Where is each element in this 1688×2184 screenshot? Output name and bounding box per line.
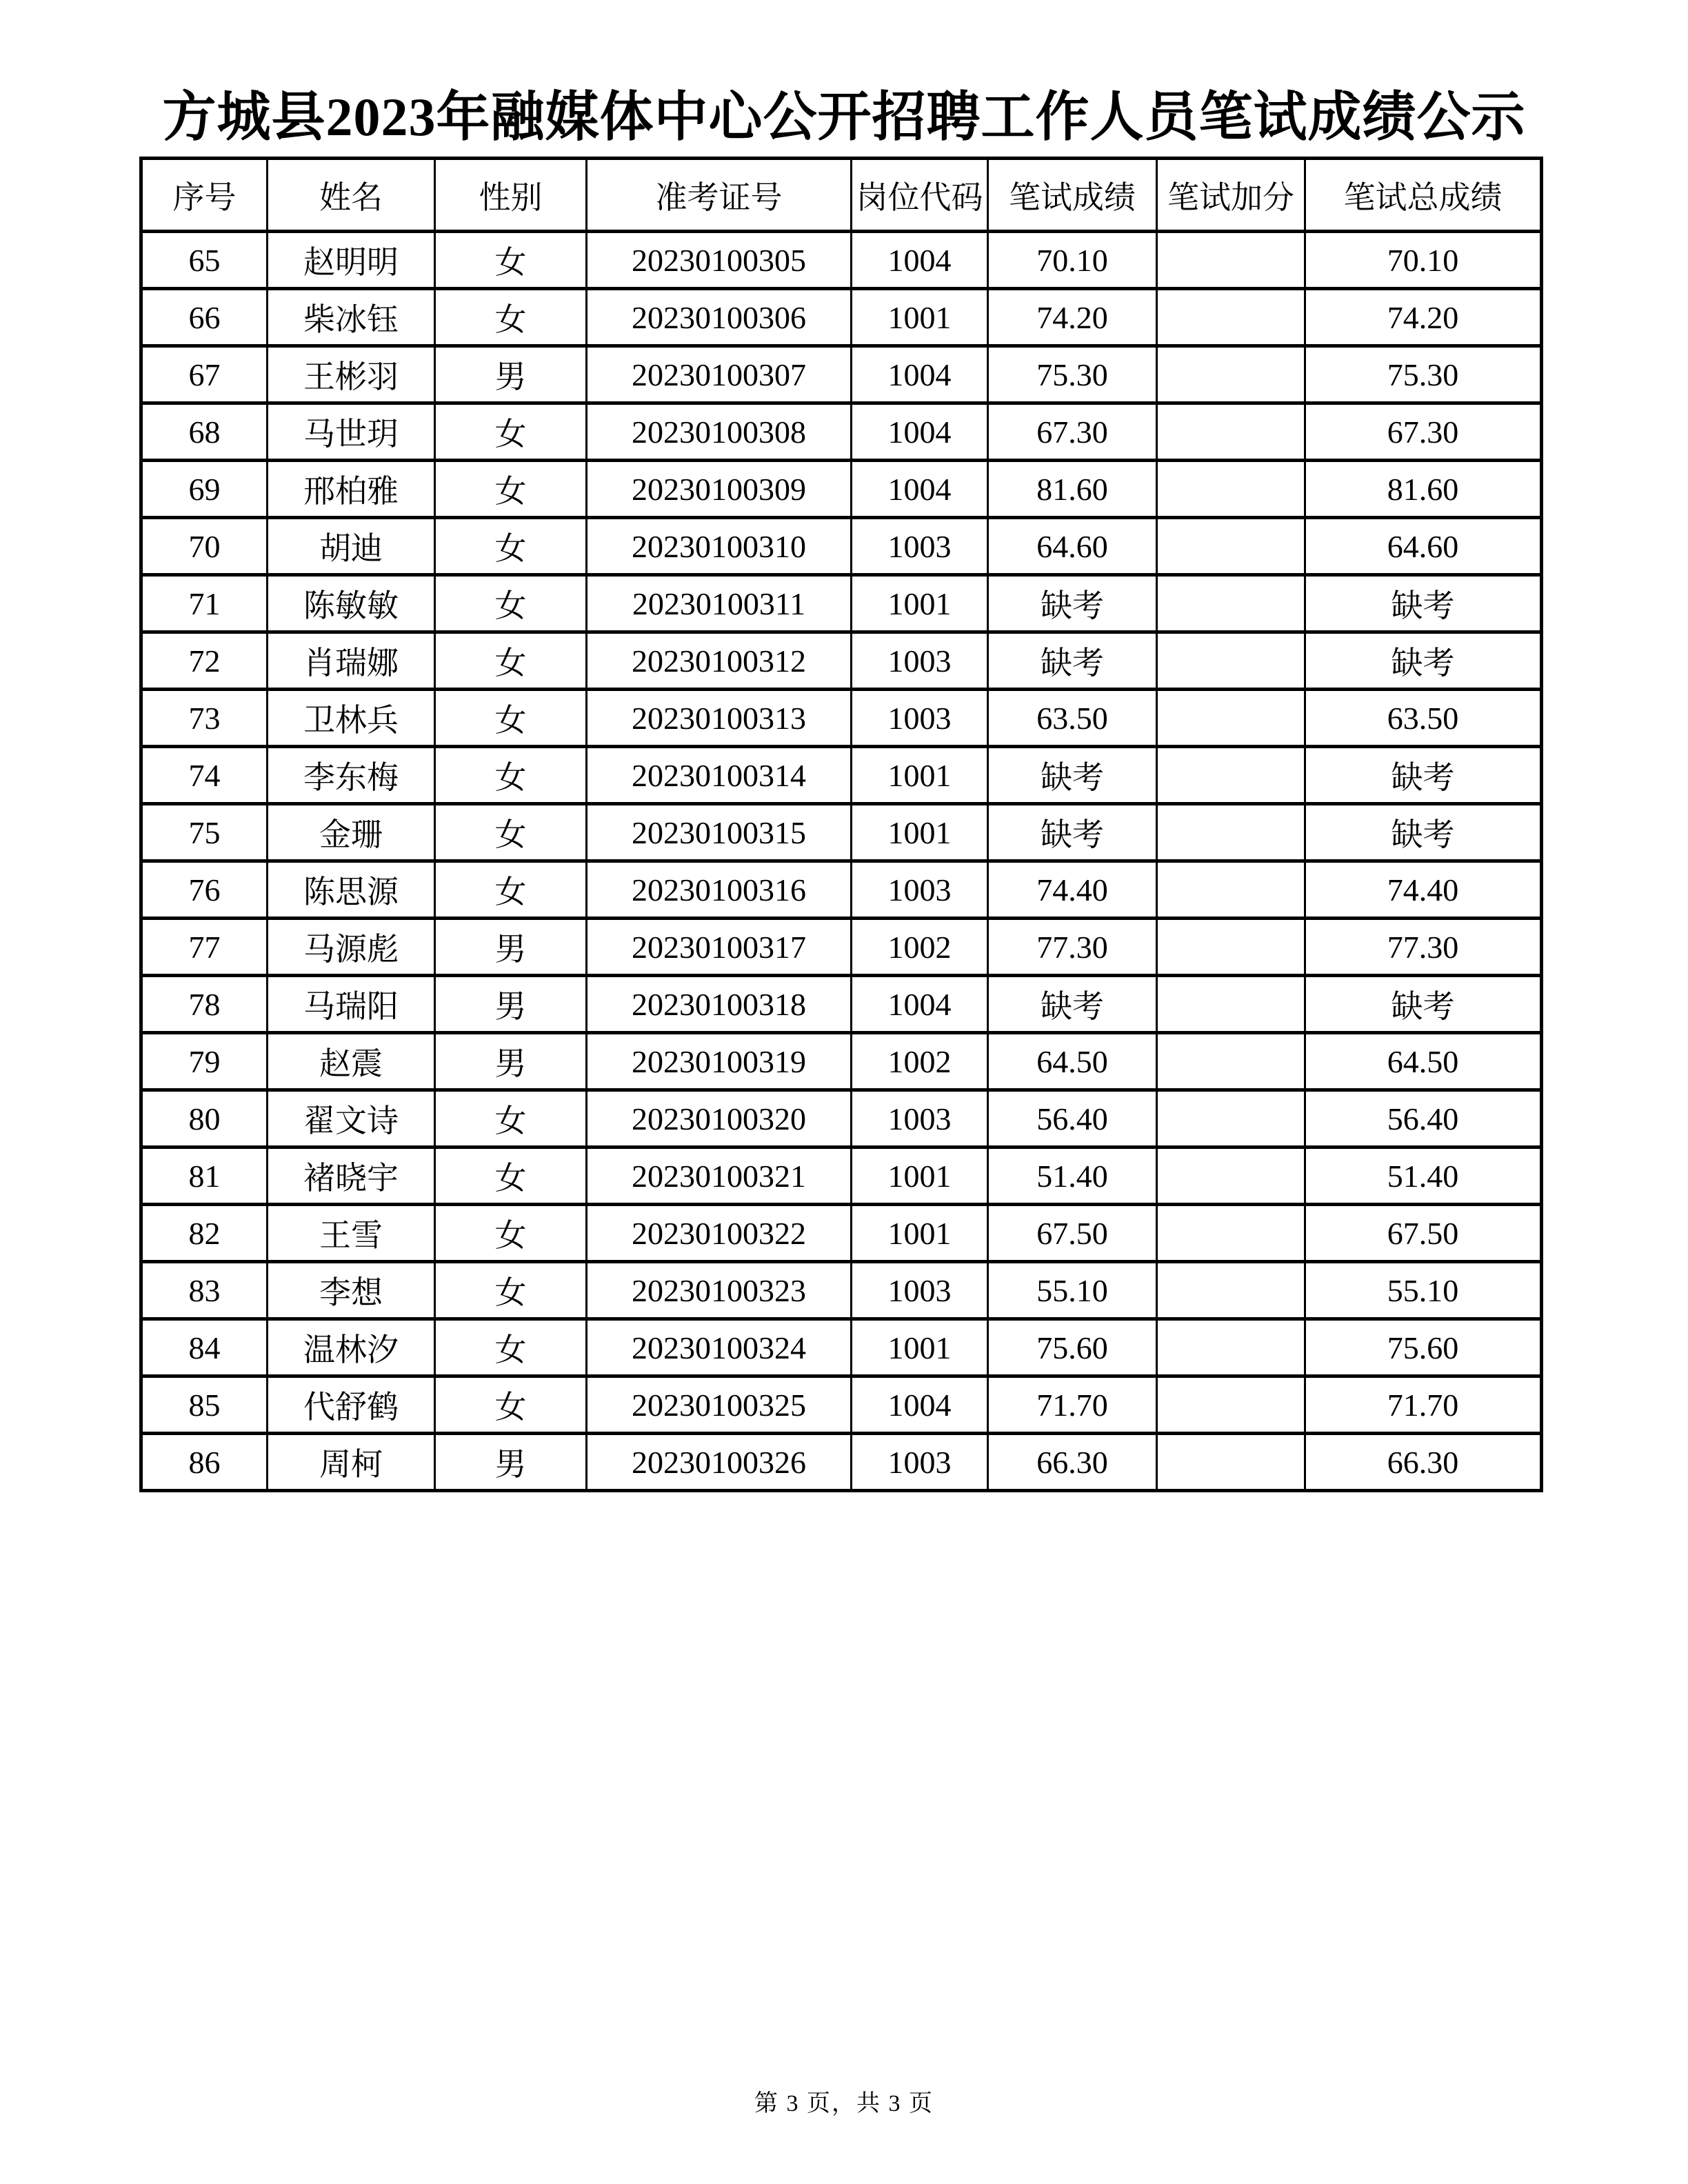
cell-index: 73 [141, 690, 268, 747]
cell-gender: 女 [435, 861, 587, 919]
page-footer: 第 3 页，共 3 页 [754, 2091, 934, 2116]
cell-exam-id: 20230100326 [587, 1434, 852, 1491]
cell-gender: 男 [435, 919, 587, 976]
cell-total-score: 70.10 [1305, 232, 1542, 289]
cell-total-score: 75.60 [1305, 1319, 1542, 1376]
cell-index: 69 [141, 461, 268, 518]
table-row [141, 1376, 1542, 1434]
cell-index: 67 [141, 346, 268, 403]
table-row [141, 1434, 1542, 1491]
cell-gender: 女 [435, 232, 587, 289]
cell-index: 78 [141, 976, 268, 1033]
cell-gender: 女 [435, 1148, 587, 1205]
cell-written-score: 55.10 [988, 1262, 1157, 1319]
column-header-exam-id: 准考证号 [587, 159, 852, 232]
cell-name: 肖瑞娜 [268, 632, 435, 690]
cell-bonus [1157, 1319, 1305, 1376]
cell-index: 81 [141, 1148, 268, 1205]
cell-written-score: 70.10 [988, 232, 1157, 289]
cell-bonus [1157, 346, 1305, 403]
cell-name: 邢柏雅 [268, 461, 435, 518]
table-row [141, 690, 1542, 747]
cell-position-code: 1004 [852, 403, 988, 461]
cell-exam-id: 20230100324 [587, 1319, 852, 1376]
results-table-header [141, 159, 1542, 232]
cell-gender: 女 [435, 289, 587, 346]
cell-exam-id: 20230100307 [587, 346, 852, 403]
cell-position-code: 1001 [852, 1205, 988, 1262]
cell-gender: 女 [435, 403, 587, 461]
cell-total-score: 66.30 [1305, 1434, 1542, 1491]
cell-exam-id: 20230100312 [587, 632, 852, 690]
cell-index: 79 [141, 1033, 268, 1090]
cell-index: 83 [141, 1262, 268, 1319]
cell-gender: 男 [435, 346, 587, 403]
cell-bonus [1157, 232, 1305, 289]
table-row [141, 518, 1542, 575]
cell-bonus [1157, 1090, 1305, 1148]
cell-written-score: 66.30 [988, 1434, 1157, 1491]
cell-position-code: 1002 [852, 919, 988, 976]
cell-bonus [1157, 690, 1305, 747]
cell-position-code: 1003 [852, 1262, 988, 1319]
cell-position-code: 1001 [852, 289, 988, 346]
cell-gender: 女 [435, 1319, 587, 1376]
cell-total-score: 缺考 [1305, 747, 1542, 804]
cell-exam-id: 20230100305 [587, 232, 852, 289]
table-row [141, 403, 1542, 461]
results-table [139, 157, 1543, 1492]
cell-gender: 女 [435, 1090, 587, 1148]
table-row [141, 861, 1542, 919]
cell-total-score: 81.60 [1305, 461, 1542, 518]
table-row [141, 1090, 1542, 1148]
cell-total-score: 64.50 [1305, 1033, 1542, 1090]
cell-exam-id: 20230100309 [587, 461, 852, 518]
cell-name: 陈敏敏 [268, 575, 435, 632]
cell-bonus [1157, 976, 1305, 1033]
cell-position-code: 1001 [852, 575, 988, 632]
table-row [141, 575, 1542, 632]
cell-total-score: 55.10 [1305, 1262, 1542, 1319]
cell-gender: 女 [435, 1262, 587, 1319]
cell-written-score: 74.20 [988, 289, 1157, 346]
cell-index: 86 [141, 1434, 268, 1491]
cell-name: 陈思源 [268, 861, 435, 919]
cell-exam-id: 20230100319 [587, 1033, 852, 1090]
cell-exam-id: 20230100311 [587, 575, 852, 632]
cell-written-score: 缺考 [988, 976, 1157, 1033]
table-row [141, 976, 1542, 1033]
cell-exam-id: 20230100323 [587, 1262, 852, 1319]
cell-written-score: 56.40 [988, 1090, 1157, 1148]
cell-total-score: 63.50 [1305, 690, 1542, 747]
table-row [141, 747, 1542, 804]
cell-written-score: 缺考 [988, 575, 1157, 632]
cell-exam-id: 20230100322 [587, 1205, 852, 1262]
cell-exam-id: 20230100306 [587, 289, 852, 346]
cell-position-code: 1004 [852, 976, 988, 1033]
cell-bonus [1157, 403, 1305, 461]
cell-written-score: 67.50 [988, 1205, 1157, 1262]
cell-exam-id: 20230100310 [587, 518, 852, 575]
cell-written-score: 缺考 [988, 632, 1157, 690]
cell-gender: 男 [435, 1434, 587, 1491]
cell-index: 85 [141, 1376, 268, 1434]
table-row [141, 1033, 1542, 1090]
table-row [141, 1319, 1542, 1376]
cell-index: 72 [141, 632, 268, 690]
cell-total-score: 缺考 [1305, 804, 1542, 861]
column-header-position-code: 岗位代码 [852, 159, 988, 232]
cell-name: 马瑞阳 [268, 976, 435, 1033]
cell-written-score: 64.50 [988, 1033, 1157, 1090]
cell-index: 76 [141, 861, 268, 919]
cell-written-score: 74.40 [988, 861, 1157, 919]
cell-gender: 女 [435, 747, 587, 804]
cell-name: 卫林兵 [268, 690, 435, 747]
cell-gender: 女 [435, 461, 587, 518]
column-header-written-score: 笔试成绩 [988, 159, 1157, 232]
cell-name: 赵明明 [268, 232, 435, 289]
cell-index: 77 [141, 919, 268, 976]
cell-total-score: 缺考 [1305, 976, 1542, 1033]
cell-position-code: 1001 [852, 1148, 988, 1205]
cell-exam-id: 20230100315 [587, 804, 852, 861]
cell-total-score: 74.20 [1305, 289, 1542, 346]
cell-index: 70 [141, 518, 268, 575]
cell-bonus [1157, 1262, 1305, 1319]
cell-name: 胡迪 [268, 518, 435, 575]
cell-total-score: 74.40 [1305, 861, 1542, 919]
cell-gender: 女 [435, 632, 587, 690]
cell-total-score: 64.60 [1305, 518, 1542, 575]
column-header-index: 序号 [141, 159, 268, 232]
cell-written-score: 71.70 [988, 1376, 1157, 1434]
cell-bonus [1157, 747, 1305, 804]
cell-written-score: 77.30 [988, 919, 1157, 976]
cell-bonus [1157, 518, 1305, 575]
cell-index: 75 [141, 804, 268, 861]
cell-bonus [1157, 919, 1305, 976]
cell-index: 74 [141, 747, 268, 804]
header-row [141, 159, 1542, 232]
cell-exam-id: 20230100308 [587, 403, 852, 461]
cell-exam-id: 20230100313 [587, 690, 852, 747]
cell-gender: 女 [435, 1376, 587, 1434]
cell-name: 马世玥 [268, 403, 435, 461]
table-row [141, 804, 1542, 861]
cell-written-score: 67.30 [988, 403, 1157, 461]
cell-name: 马源彪 [268, 919, 435, 976]
table-row [141, 1148, 1542, 1205]
cell-position-code: 1001 [852, 747, 988, 804]
cell-name: 王彬羽 [268, 346, 435, 403]
cell-name: 翟文诗 [268, 1090, 435, 1148]
cell-exam-id: 20230100314 [587, 747, 852, 804]
cell-index: 66 [141, 289, 268, 346]
table-row [141, 1262, 1542, 1319]
cell-name: 温林汐 [268, 1319, 435, 1376]
cell-bonus [1157, 1205, 1305, 1262]
cell-name: 代舒鹤 [268, 1376, 435, 1434]
cell-position-code: 1004 [852, 461, 988, 518]
cell-gender: 女 [435, 804, 587, 861]
cell-position-code: 1001 [852, 804, 988, 861]
cell-index: 71 [141, 575, 268, 632]
cell-bonus [1157, 632, 1305, 690]
cell-bonus [1157, 461, 1305, 518]
cell-position-code: 1003 [852, 1434, 988, 1491]
cell-exam-id: 20230100320 [587, 1090, 852, 1148]
cell-written-score: 缺考 [988, 747, 1157, 804]
cell-index: 82 [141, 1205, 268, 1262]
cell-name: 柴冰钰 [268, 289, 435, 346]
cell-total-score: 75.30 [1305, 346, 1542, 403]
column-header-gender: 性别 [435, 159, 587, 232]
column-header-name: 姓名 [268, 159, 435, 232]
cell-gender: 女 [435, 575, 587, 632]
cell-position-code: 1002 [852, 1033, 988, 1090]
cell-bonus [1157, 1033, 1305, 1090]
cell-bonus [1157, 1434, 1305, 1491]
column-header-total-score: 笔试总成绩 [1305, 159, 1542, 232]
cell-total-score: 51.40 [1305, 1148, 1542, 1205]
cell-index: 68 [141, 403, 268, 461]
page-title: 方城县2023年融媒体中心公开招聘工作人员笔试成绩公示 [162, 87, 1526, 147]
cell-written-score: 75.60 [988, 1319, 1157, 1376]
cell-exam-id: 20230100321 [587, 1148, 852, 1205]
cell-gender: 女 [435, 1205, 587, 1262]
cell-position-code: 1004 [852, 346, 988, 403]
cell-name: 赵震 [268, 1033, 435, 1090]
cell-written-score: 81.60 [988, 461, 1157, 518]
cell-bonus [1157, 804, 1305, 861]
table-row [141, 919, 1542, 976]
cell-index: 80 [141, 1090, 268, 1148]
cell-written-score: 64.60 [988, 518, 1157, 575]
cell-position-code: 1003 [852, 690, 988, 747]
cell-position-code: 1003 [852, 861, 988, 919]
cell-name: 王雪 [268, 1205, 435, 1262]
cell-name: 褚晓宇 [268, 1148, 435, 1205]
table-row [141, 632, 1542, 690]
cell-name: 李想 [268, 1262, 435, 1319]
cell-written-score: 51.40 [988, 1148, 1157, 1205]
cell-exam-id: 20230100325 [587, 1376, 852, 1434]
table-row [141, 461, 1542, 518]
cell-name: 周柯 [268, 1434, 435, 1491]
cell-position-code: 1001 [852, 1319, 988, 1376]
cell-bonus [1157, 575, 1305, 632]
cell-bonus [1157, 861, 1305, 919]
cell-total-score: 77.30 [1305, 919, 1542, 976]
cell-position-code: 1003 [852, 632, 988, 690]
cell-written-score: 63.50 [988, 690, 1157, 747]
cell-position-code: 1004 [852, 1376, 988, 1434]
table-row [141, 289, 1542, 346]
cell-total-score: 67.50 [1305, 1205, 1542, 1262]
results-table-body [141, 232, 1542, 1491]
cell-name: 金珊 [268, 804, 435, 861]
cell-index: 84 [141, 1319, 268, 1376]
cell-exam-id: 20230100318 [587, 976, 852, 1033]
cell-written-score: 75.30 [988, 346, 1157, 403]
cell-index: 65 [141, 232, 268, 289]
cell-total-score: 67.30 [1305, 403, 1542, 461]
cell-written-score: 缺考 [988, 804, 1157, 861]
cell-gender: 男 [435, 1033, 587, 1090]
cell-bonus [1157, 289, 1305, 346]
cell-total-score: 缺考 [1305, 575, 1542, 632]
cell-total-score: 56.40 [1305, 1090, 1542, 1148]
cell-position-code: 1004 [852, 232, 988, 289]
cell-total-score: 71.70 [1305, 1376, 1542, 1434]
table-row [141, 232, 1542, 289]
table-row [141, 1205, 1542, 1262]
cell-position-code: 1003 [852, 1090, 988, 1148]
cell-position-code: 1003 [852, 518, 988, 575]
cell-name: 李东梅 [268, 747, 435, 804]
cell-gender: 女 [435, 518, 587, 575]
cell-gender: 女 [435, 690, 587, 747]
cell-exam-id: 20230100316 [587, 861, 852, 919]
table-row [141, 346, 1542, 403]
cell-exam-id: 20230100317 [587, 919, 852, 976]
cell-bonus [1157, 1148, 1305, 1205]
cell-total-score: 缺考 [1305, 632, 1542, 690]
cell-bonus [1157, 1376, 1305, 1434]
column-header-bonus: 笔试加分 [1157, 159, 1305, 232]
cell-gender: 男 [435, 976, 587, 1033]
